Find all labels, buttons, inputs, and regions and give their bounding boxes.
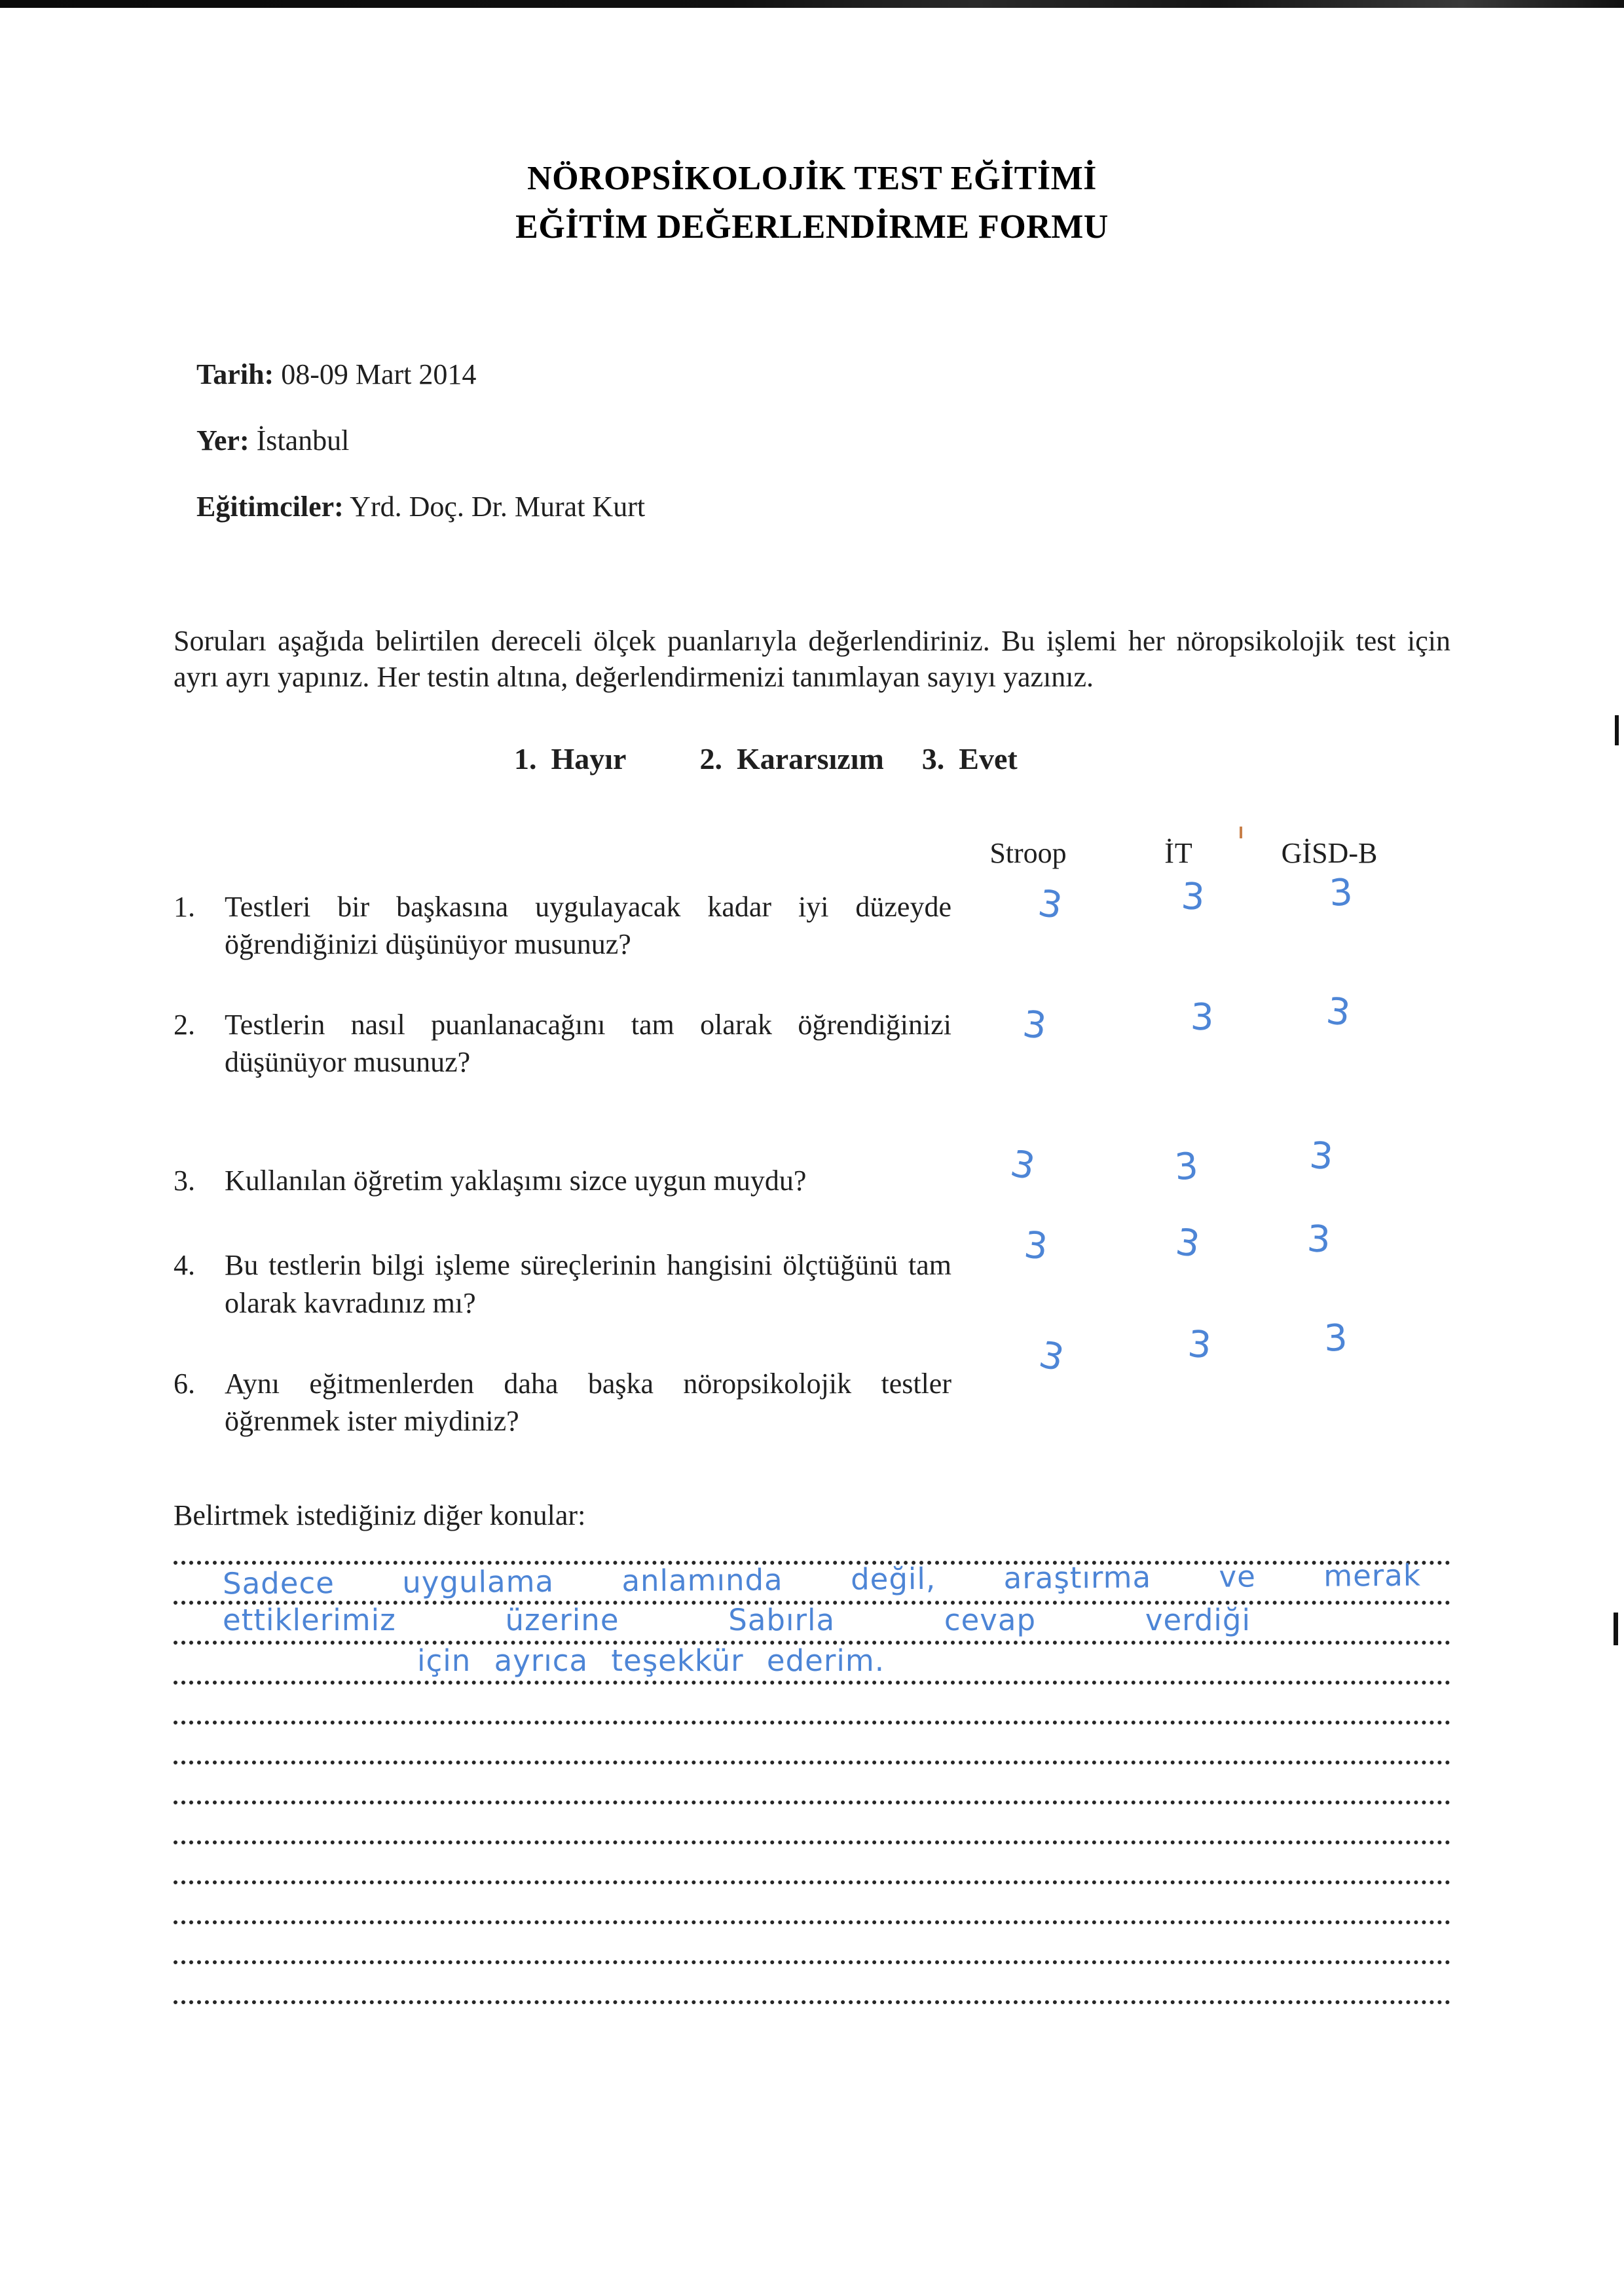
date-label: Tarih: — [196, 358, 274, 390]
question-text: Kullanılan öğretim yaklaşımı sizce uygun muydu? — [225, 1165, 807, 1197]
answer-cells — [953, 1316, 1405, 1381]
answer-cells — [953, 870, 1405, 928]
test-column-headers — [174, 836, 1450, 870]
question-number: 1. — [174, 890, 195, 923]
question-row-4 — [174, 1218, 1450, 1321]
place-value: İstanbul — [256, 424, 350, 457]
handwritten-answer-stroop: 3 — [1006, 1142, 1039, 1189]
question-row-6 — [174, 1316, 1450, 1440]
scan-edge-artifact — [1614, 1613, 1618, 1645]
date-row — [196, 356, 1450, 392]
handwritten-answer-stroop: 3 — [1035, 881, 1066, 928]
dotted-line — [174, 1685, 1450, 1725]
dotted-line — [174, 1804, 1450, 1844]
form-title-line1: NÖROPSİKOLOJİK TEST EĞİTİMİ — [527, 160, 1097, 197]
dotted-line — [174, 1884, 1450, 1924]
question-row-3 — [174, 1134, 1450, 1199]
dotted-line — [174, 1964, 1450, 2004]
form-title-line2: EĞİTİM DEĞERLENDİRME FORMU — [515, 208, 1109, 246]
scale-option-undecided: 2. Kararsızım — [699, 741, 884, 775]
handwritten-answer-stroop: 3 — [1020, 1002, 1049, 1048]
trainers-value: Yrd. Doç. Dr. Murat Kurt — [350, 490, 646, 523]
handwritten-answer-gisdb: 3 — [1306, 1218, 1332, 1262]
question-number: 3. — [174, 1165, 195, 1197]
place-label: Yer: — [196, 424, 249, 457]
handwritten-comment-line-1: Sadece uygulama anlamında değil, araştırma ve merak — [222, 1558, 1422, 1601]
handwritten-answer-stroop: 3 — [1035, 1333, 1069, 1381]
handwritten-answer-it: 3 — [1173, 1145, 1200, 1189]
scan-edge-artifact — [0, 0, 1624, 8]
question-text: Bu testlerin bilgi işleme süreçlerinin hangisini ölçtüğünü tam olarak kavradınız mı? — [225, 1249, 951, 1319]
column-header-it: İT — [1164, 836, 1193, 869]
handwritten-answer-it: 3 — [1190, 996, 1215, 1039]
trainers-label: Eğitimciler: — [196, 490, 344, 523]
question-text: Testlerin nasıl puanlanacağını tam olarak öğrendiğinizi düşünüyor musunuz? — [225, 1008, 951, 1079]
date-value: 08-09 Mart 2014 — [281, 358, 477, 390]
handwritten-comment-line-3: için ayrıca teşekkür ederim. — [417, 1643, 885, 1679]
question-row-2 — [174, 989, 1450, 1081]
question-text: Testleri bir başkasına uygulayacak kadar iyi düzeyde öğrendiğinizi düşünüyor musunuz? — [225, 890, 951, 960]
handwritten-answer-gisdb: 3 — [1328, 870, 1354, 915]
questions-section — [174, 836, 1450, 1440]
handwritten-answer-gisdb: 3 — [1323, 989, 1354, 1036]
answer-cells — [953, 1218, 1405, 1269]
comments-section — [174, 1497, 1450, 2004]
rating-scale — [174, 741, 1450, 776]
comments-label: Belirtmek istediğiniz diğer konular: — [174, 1499, 586, 1532]
column-header-stroop: Stroop — [989, 836, 1067, 869]
trainers-row — [196, 489, 1450, 525]
question-number: 4. — [174, 1249, 195, 1282]
handwritten-answer-it: 3 — [1179, 874, 1207, 919]
column-header-gisdb: GİSD-B — [1281, 836, 1378, 869]
dotted-line — [174, 1764, 1450, 1804]
answer-cells — [953, 989, 1405, 1048]
meta-section — [196, 356, 1450, 525]
question-number: 2. — [174, 1008, 195, 1041]
handwritten-answer-it: 3 — [1186, 1322, 1213, 1368]
handwritten-answer-stroop: 3 — [1022, 1223, 1050, 1269]
handwritten-answer-gisdb: 3 — [1323, 1316, 1348, 1360]
dotted-line — [174, 1924, 1450, 1964]
scan-edge-artifact — [1615, 715, 1619, 745]
dotted-line — [174, 1725, 1450, 1764]
dotted-line — [174, 1844, 1450, 1884]
handwritten-answer-it: 3 — [1173, 1221, 1203, 1267]
scale-option-no: 1. Hayır — [514, 741, 627, 775]
handwritten-answer-gisdb: 3 — [1308, 1134, 1335, 1179]
question-row-1 — [174, 870, 1450, 963]
dotted-answer-lines — [174, 1535, 1450, 2004]
place-row — [196, 422, 1450, 458]
scan-speck-artifact — [1240, 827, 1242, 838]
scale-option-yes: 3. Evet — [921, 741, 1018, 775]
question-text: Aynı eğitmenlerden daha başka nöropsikolojik testler öğrenmek ister miydiniz? — [225, 1367, 951, 1438]
handwritten-comment-line-2: ettiklerimiz üzerine Sabırla cevap verdiği — [223, 1603, 1251, 1638]
answer-cells — [953, 1134, 1405, 1189]
form-title — [174, 155, 1450, 252]
question-number: 6. — [174, 1367, 195, 1400]
instructions-text: Soruları aşağıda belirtilen dereceli ölçek puanlarıyla değerlendiriniz. Bu işlemi her nöropsikolojik test için ayrı ayrı yapınız. Her testin altına, değerlendirmenizi tanımlayan sayıyı yazınız. — [174, 624, 1450, 694]
header-spacer — [174, 836, 953, 870]
